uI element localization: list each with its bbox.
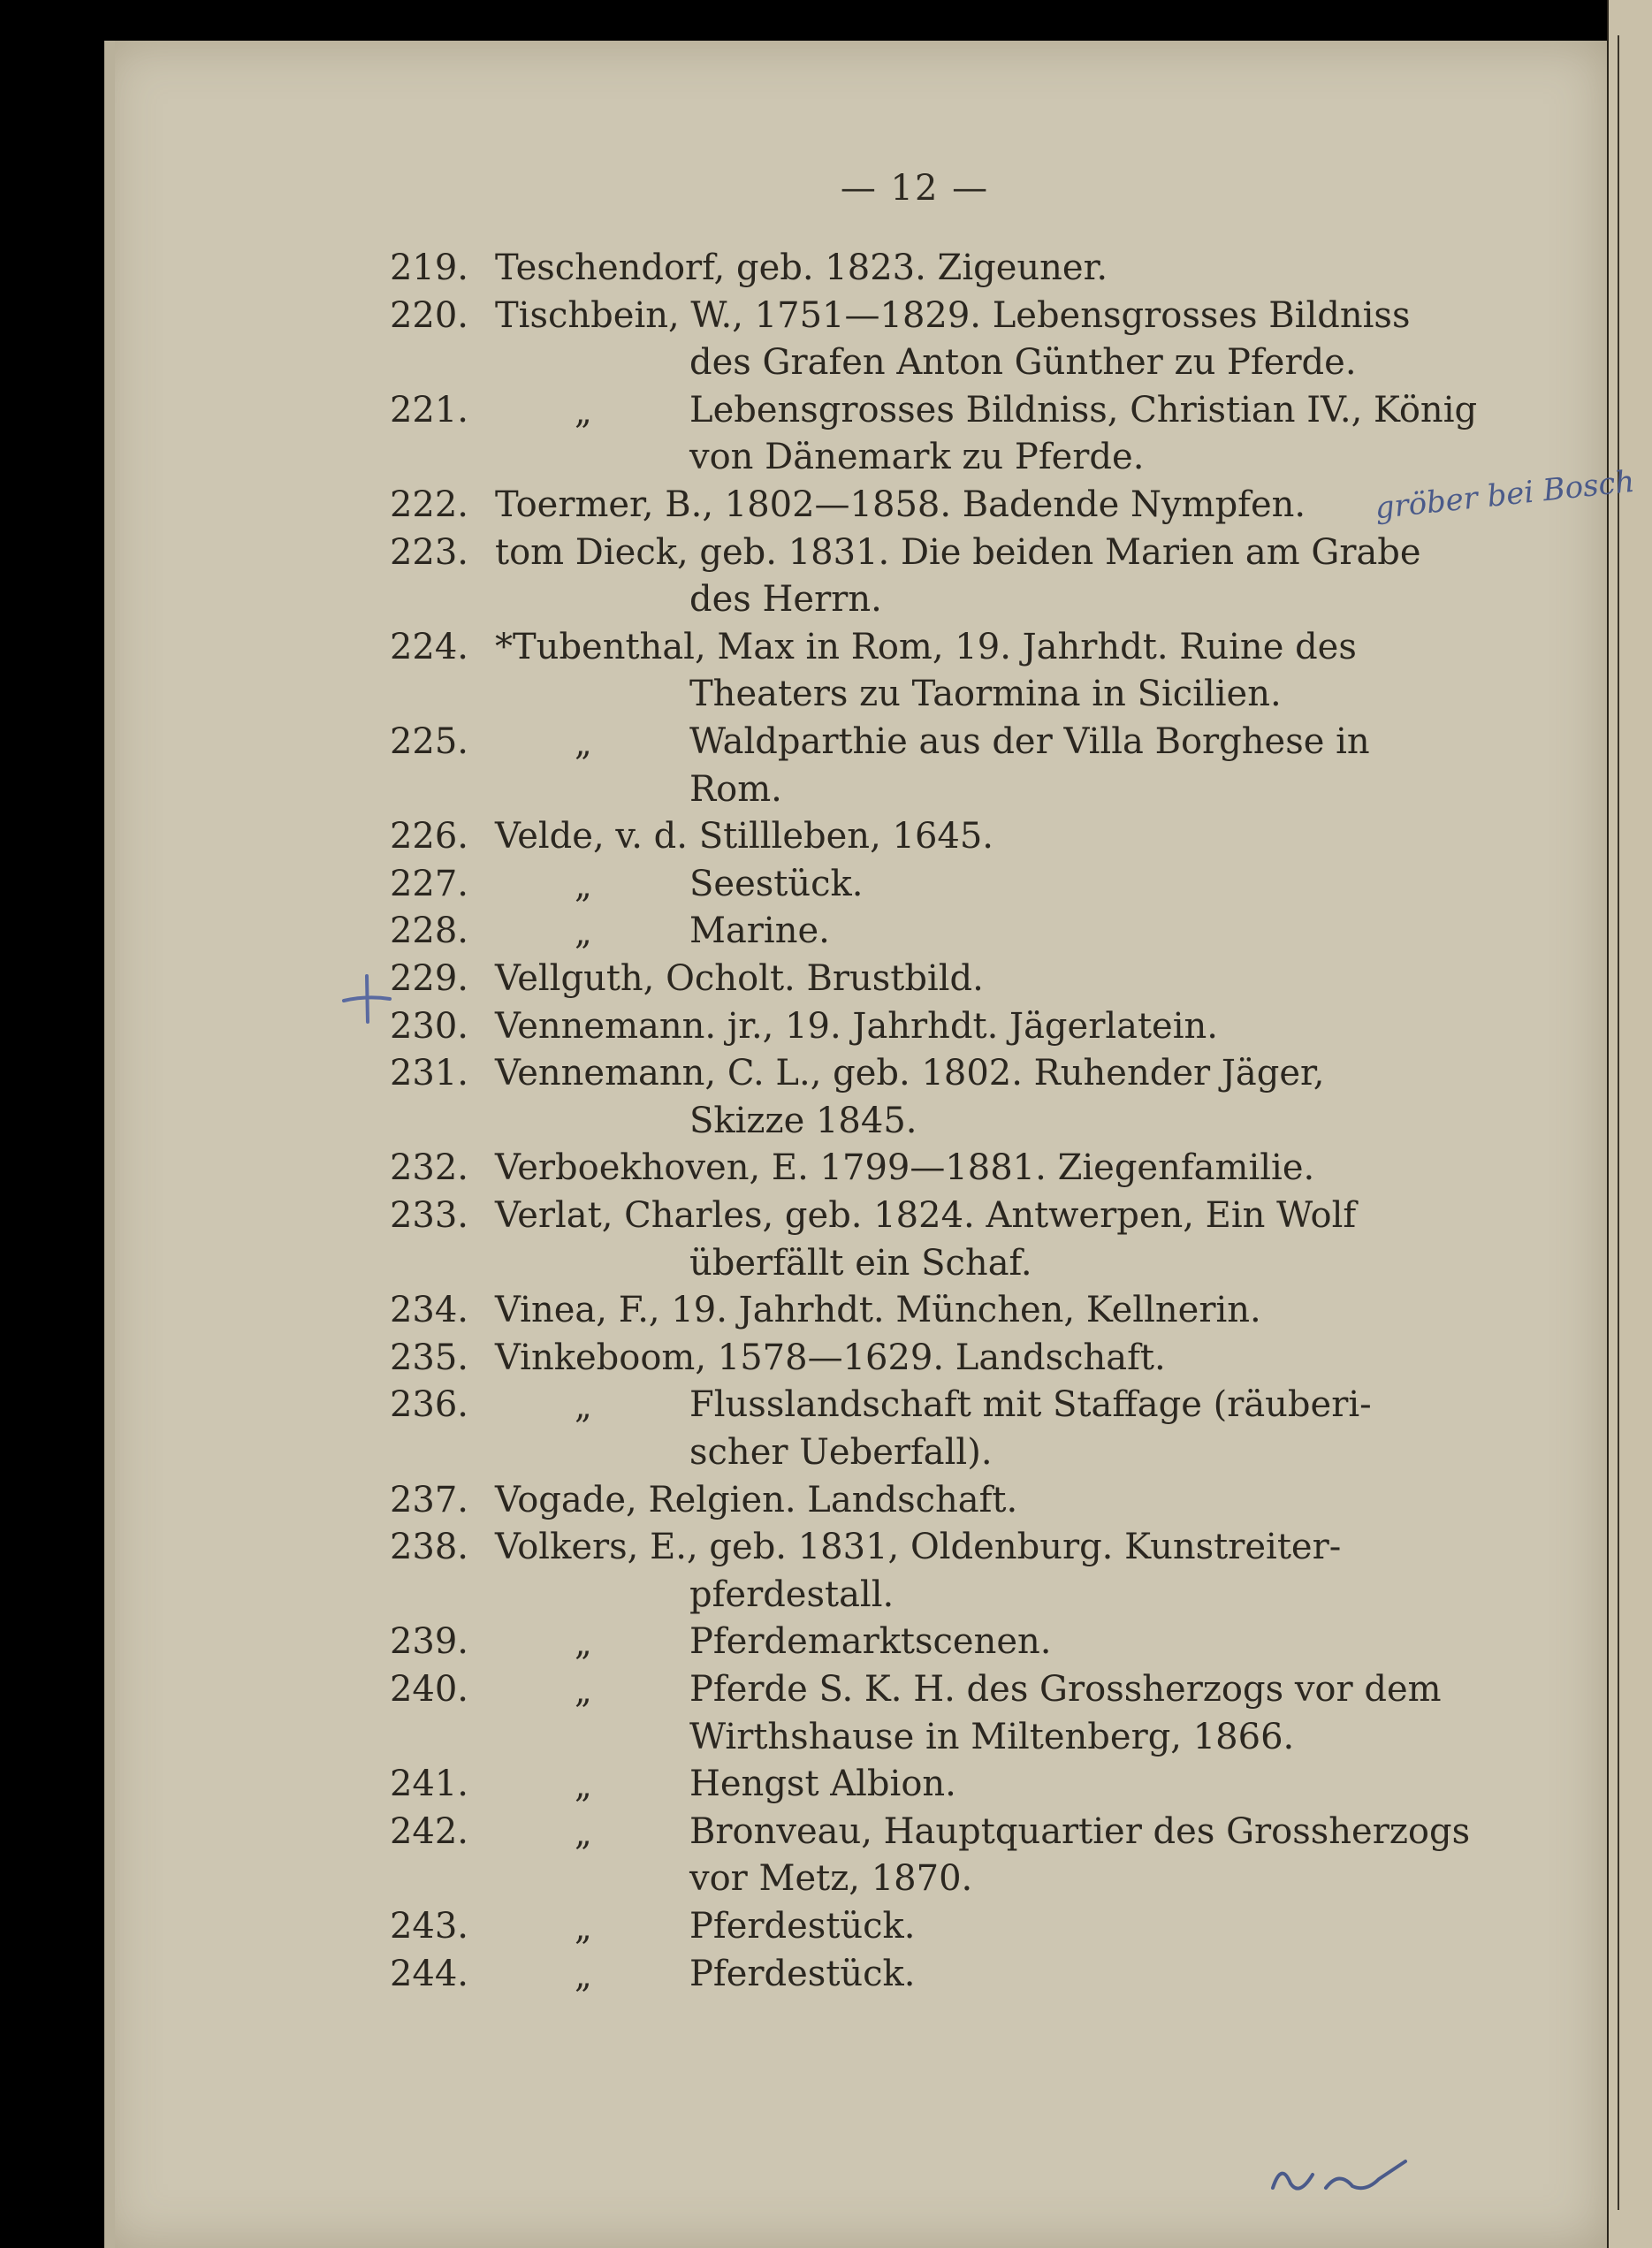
entry-text: Pferdemarktscenen. xyxy=(689,1621,1052,1663)
entry-text: Tischbein, W., 1751—1829. Lebensgrosses Bildniss xyxy=(495,294,1411,336)
entry-number: 240. xyxy=(389,1669,468,1710)
entry-text-continued: pferdestall. xyxy=(689,1574,895,1615)
entry-text: Verlat, Charles, geb. 1824. Antwerpen, Ein Wolf xyxy=(495,1195,1357,1236)
adjacent-page-edge xyxy=(1607,0,1652,2248)
pencil-scribble-mark xyxy=(1264,2144,1423,2206)
entry-number: 227. xyxy=(389,863,468,904)
ditto-mark: „ xyxy=(575,1766,592,1806)
entry-text: Vellguth, Ocholt. Brustbild. xyxy=(495,958,984,999)
ditto-mark: „ xyxy=(575,392,592,431)
entry-text-continued: des Grafen Anton Günther zu Pferde. xyxy=(689,342,1357,384)
ditto-mark: „ xyxy=(575,1909,592,1947)
entry-number: 225. xyxy=(389,721,468,762)
entry-number: 228. xyxy=(389,911,468,952)
entry-text: Lebensgrosses Bildniss, Christian IV., König xyxy=(689,389,1478,431)
entry-text: Bronveau, Hauptquartier des Grossherzogs xyxy=(689,1810,1471,1852)
entry-text-continued: vor Metz, 1870. xyxy=(689,1858,973,1900)
entry-number: 223. xyxy=(389,531,468,573)
entry-number: 233. xyxy=(389,1195,468,1236)
entry-number: 235. xyxy=(389,1337,468,1378)
entry-text-continued: Skizze 1845. xyxy=(689,1100,917,1141)
entry-number: 222. xyxy=(389,484,468,525)
entry-text: Flusslandschaft mit Staffage (räuberi- xyxy=(689,1384,1372,1426)
entry-text: Vennemann. jr., 19. Jahrhdt. Jägerlatein. xyxy=(495,1005,1218,1047)
entry-number: 239. xyxy=(389,1621,468,1663)
entry-text: Velde, v. d. Stillleben, 1645. xyxy=(495,816,994,857)
pencil-cross-mark xyxy=(340,972,393,1025)
entry-number: 219. xyxy=(389,248,468,288)
entry-number: 224. xyxy=(389,626,468,667)
ditto-mark: „ xyxy=(575,1387,592,1427)
entry-number: 234. xyxy=(389,1290,468,1331)
entry-text: tom Dieck, geb. 1831. Die beiden Marien am Grabe xyxy=(495,531,1421,573)
margin-note-text: gröber bei Bosch xyxy=(1373,463,1637,527)
entry-text: Waldparthie aus der Villa Borghese in xyxy=(689,721,1370,762)
entry-number: 226. xyxy=(389,816,468,857)
entry-number: 220. xyxy=(389,294,468,336)
entry-text: Teschendorf, geb. 1823. Zigeuner. xyxy=(495,248,1108,288)
entry-number: 243. xyxy=(389,1906,468,1947)
entry-text: Volkers, E., geb. 1831, Oldenburg. Kunstreiter- xyxy=(495,1527,1342,1568)
ditto-mark: „ xyxy=(575,913,592,953)
entry-text: Vogade, Relgien. Landschaft. xyxy=(495,1479,1018,1520)
entry-text: Marine. xyxy=(689,911,830,952)
entry-text: Pferde S. K. H. des Grossherzogs vor dem xyxy=(689,1669,1442,1710)
entry-text-continued: von Dänemark zu Pferde. xyxy=(689,437,1145,478)
entry-number: 238. xyxy=(389,1527,468,1568)
entry-text: Pferdestück. xyxy=(689,1906,916,1947)
ditto-mark: „ xyxy=(575,865,592,905)
entry-text: Pferdestück. xyxy=(689,1953,916,1994)
entry-text: Toermer, B., 1802—1858. Badende Nympfen. xyxy=(495,484,1306,525)
entry-text: Vennemann, C. L., geb. 1802. Ruhender Jäger, xyxy=(495,1053,1325,1094)
entry-text: Vinea, F., 19. Jahrhdt. München, Kellnerin. xyxy=(495,1290,1261,1331)
entry-number: 244. xyxy=(389,1953,468,1994)
entry-text: Verboekhoven, E. 1799—1881. Ziegenfamilie. xyxy=(495,1147,1315,1189)
entry-number: 241. xyxy=(389,1764,468,1805)
entry-text-continued: scher Ueberfall). xyxy=(689,1432,993,1473)
entry-text: *Tubenthal, Max in Rom, 19. Jahrhdt. Ruine des xyxy=(495,626,1357,667)
ditto-mark: „ xyxy=(575,724,592,763)
entry-number: 231. xyxy=(389,1053,468,1094)
entry-text-continued: Rom. xyxy=(689,768,782,810)
entry-text: Vinkeboom, 1578—1629. Landschaft. xyxy=(495,1337,1166,1378)
entry-text: Hengst Albion. xyxy=(689,1764,956,1805)
entry-text-continued: überfällt ein Schaf. xyxy=(689,1242,1032,1284)
ditto-mark: „ xyxy=(575,1955,592,1995)
entry-number: 221. xyxy=(389,389,468,431)
page-edge-line xyxy=(1618,35,1619,2210)
entry-number: 242. xyxy=(389,1810,468,1852)
entry-number: 232. xyxy=(389,1147,468,1189)
entry-text-continued: Theaters zu Taormina in Sicilien. xyxy=(689,674,1282,715)
entry-text-continued: des Herrn. xyxy=(689,579,882,621)
ditto-mark: „ xyxy=(575,1672,592,1711)
entry-number: 230. xyxy=(389,1005,468,1047)
page-binding-edge xyxy=(104,41,115,2248)
entry-number: 229. xyxy=(389,958,468,999)
entry-number: 236. xyxy=(389,1384,468,1426)
entry-number: 237. xyxy=(389,1479,468,1520)
entry-text-continued: Wirthshause in Miltenberg, 1866. xyxy=(689,1716,1295,1757)
ditto-mark: „ xyxy=(575,1624,592,1664)
entry-text: Seestück. xyxy=(689,863,864,904)
page-number: — 12 — xyxy=(840,168,990,209)
ditto-mark: „ xyxy=(575,1813,592,1853)
